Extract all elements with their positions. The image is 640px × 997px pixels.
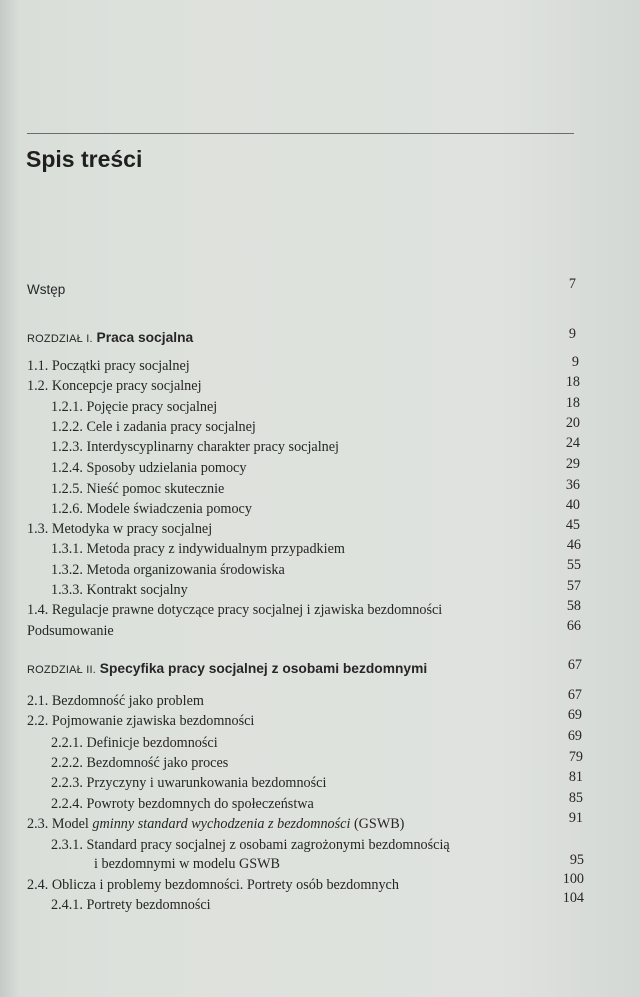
toc-entry-model-italic: gminny standard wychodzenia z bezdomności [92,816,351,832]
toc-entry: 2.1. Bezdomność jako problem [27,693,204,709]
toc-entry-page: 91 [568,810,583,826]
toc-entry: 2.2.3. Przyczyny i uwarunkowania bezdomności [51,775,327,791]
toc-entry: 1.2.2. Cele i zadania pracy socjalnej [51,419,256,435]
toc-entry-page: 66 [566,618,581,634]
chapter-2-heading [27,660,427,679]
toc-entry-page: 55 [566,557,581,573]
toc-entry-page: 20 [565,415,580,431]
toc-entry: 2.2.2. Bezdomność jako proces [51,755,229,771]
toc-entry-continuation: i bezdomnymi w modelu GSWB [94,856,280,872]
toc-entry-page: 85 [568,790,583,806]
chapter-1-page: 9 [568,326,576,342]
toc-entry: 1.3. Metodyka w pracy socjalnej [27,521,213,537]
toc-entry: 1.2. Koncepcje pracy socjalnej [27,378,202,394]
toc-entry-page: 58 [566,598,581,614]
toc-entry-page: 18 [565,374,580,390]
toc-entry: 1.3.3. Kontrakt socjalny [51,582,188,598]
toc-entry-model-post: (GSWB) [350,816,405,832]
toc-entry-page: 40 [565,497,580,513]
toc-entry: 1.2.1. Pojęcie pracy socjalnej [51,399,218,415]
toc-entry: 1.2.4. Sposoby udzielania pomocy [51,460,247,476]
toc-entry-page: 100 [562,871,584,887]
toc-intro-label: Wstęp [27,282,66,297]
toc-entry: 1.3.1. Metoda pracy z indywidualnym przypadkiem [51,541,345,557]
toc-entry-page: 95 [569,852,584,868]
chapter-1-heading [27,329,193,348]
toc-entry: 1.2.3. Interdyscyplinarny charakter pracy socjalnej [51,439,339,455]
toc-entry: 1.3.2. Metoda organizowania środowiska [51,562,285,578]
toc-entry-page: 79 [568,749,583,765]
page-title: Spis treści [26,146,143,172]
toc-entry-page: 57 [566,578,581,594]
toc-entry: 1.2.5. Nieść pomoc skutecznie [51,481,225,497]
toc-entry: 2.2. Pojmowanie zjawiska bezdomności [27,713,255,729]
toc-entry: 2.4.1. Portrety bezdomności [51,897,211,913]
toc-entry: Podsumowanie [27,623,114,639]
chapter-2-title: Specyfika pracy socjalnej z osobami bezdomnymi [99,661,428,676]
chapter-1-title: Praca socjalna [96,330,194,345]
toc-entry-page: 67 [567,687,582,703]
toc-entry-page: 69 [567,728,582,744]
toc-entry-page: 45 [565,517,580,533]
toc-intro-page: 7 [568,276,576,292]
toc-entry-page: 9 [571,354,579,370]
toc-entry-page: 18 [565,395,580,411]
toc-entry: 1.2.6. Modele świadczenia pomocy [51,501,252,517]
chapter-1-prefix: ROZDZIAŁ I. [27,333,93,345]
toc-entry: 2.2.1. Definicje bezdomności [51,735,218,751]
toc-entry: 1.4. Regulacje prawne dotyczące pracy socjalnej i zjawiska bezdomności [27,602,443,618]
toc-entry-page: 24 [565,435,580,451]
chapter-2-prefix: ROZDZIAŁ II. [27,664,97,676]
toc-entry-page: 81 [568,769,583,785]
toc-entry-page: 36 [565,477,580,493]
toc-entry-page: 29 [565,456,580,472]
toc-entry: 2.2.4. Powroty bezdomnych do społeczeństwa [51,796,314,812]
toc-entry-page: 104 [562,890,584,906]
toc-entry: 1.1. Początki pracy socjalnej [27,358,190,374]
chapter-2-page: 67 [567,657,582,673]
toc-entry-page: 69 [567,707,582,723]
toc-entry: 2.3.1. Standard pracy socjalnej z osobami zagrożonymi bezdomnością [51,837,450,853]
toc-entry: 2.4. Oblicza i problemy bezdomności. Portrety osób bezdomnych [27,877,399,893]
toc-entry-page: 46 [566,537,581,553]
toc-entry-model-pre: 2.3. Model [27,816,93,832]
toc-entry-model [27,815,404,833]
